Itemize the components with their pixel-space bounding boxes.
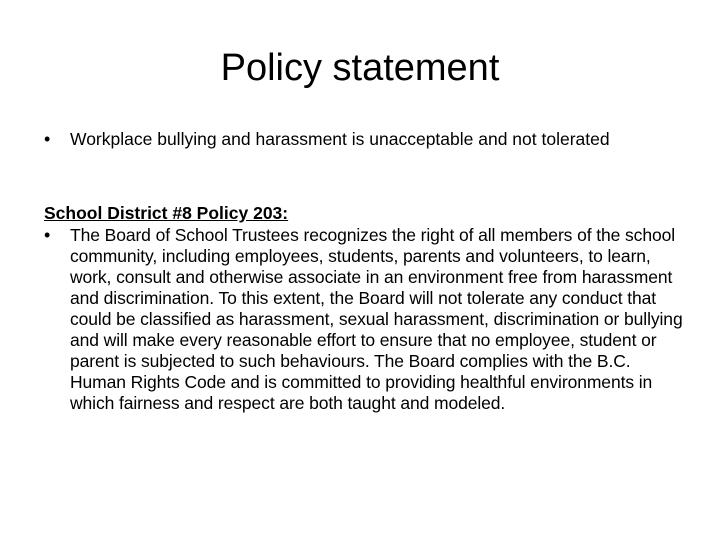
list-item xyxy=(44,129,684,150)
policy-section xyxy=(44,203,684,414)
bullet-icon: • xyxy=(44,129,51,149)
bullet-text: Workplace bullying and harassment is unacceptable and not tolerated xyxy=(70,129,610,149)
bullet-text: The Board of School Trustees recognizes the right of all members of the school community, including employees, students, parents and volunteers, to learn, work, consult and otherwise associate in an environment free from harassment and discrimination. To this extent, the Board will not tolerate any conduct that could be classified as harassment, sexual harassment, discrimination or bullying and will make every reasonable effort to ensure that no employee, student or parent is subjected to such behaviours. The Board complies with the B.C. Human Rights Code and is committed to providing healthful environments in which fairness and respect are both taught and modeled. xyxy=(70,225,683,413)
section-heading: School District #8 Policy 203: xyxy=(44,203,289,223)
slide-title: Policy statement xyxy=(220,47,500,89)
list-item xyxy=(44,225,684,414)
bullet-icon: • xyxy=(44,225,51,245)
bullet-list xyxy=(44,129,684,150)
